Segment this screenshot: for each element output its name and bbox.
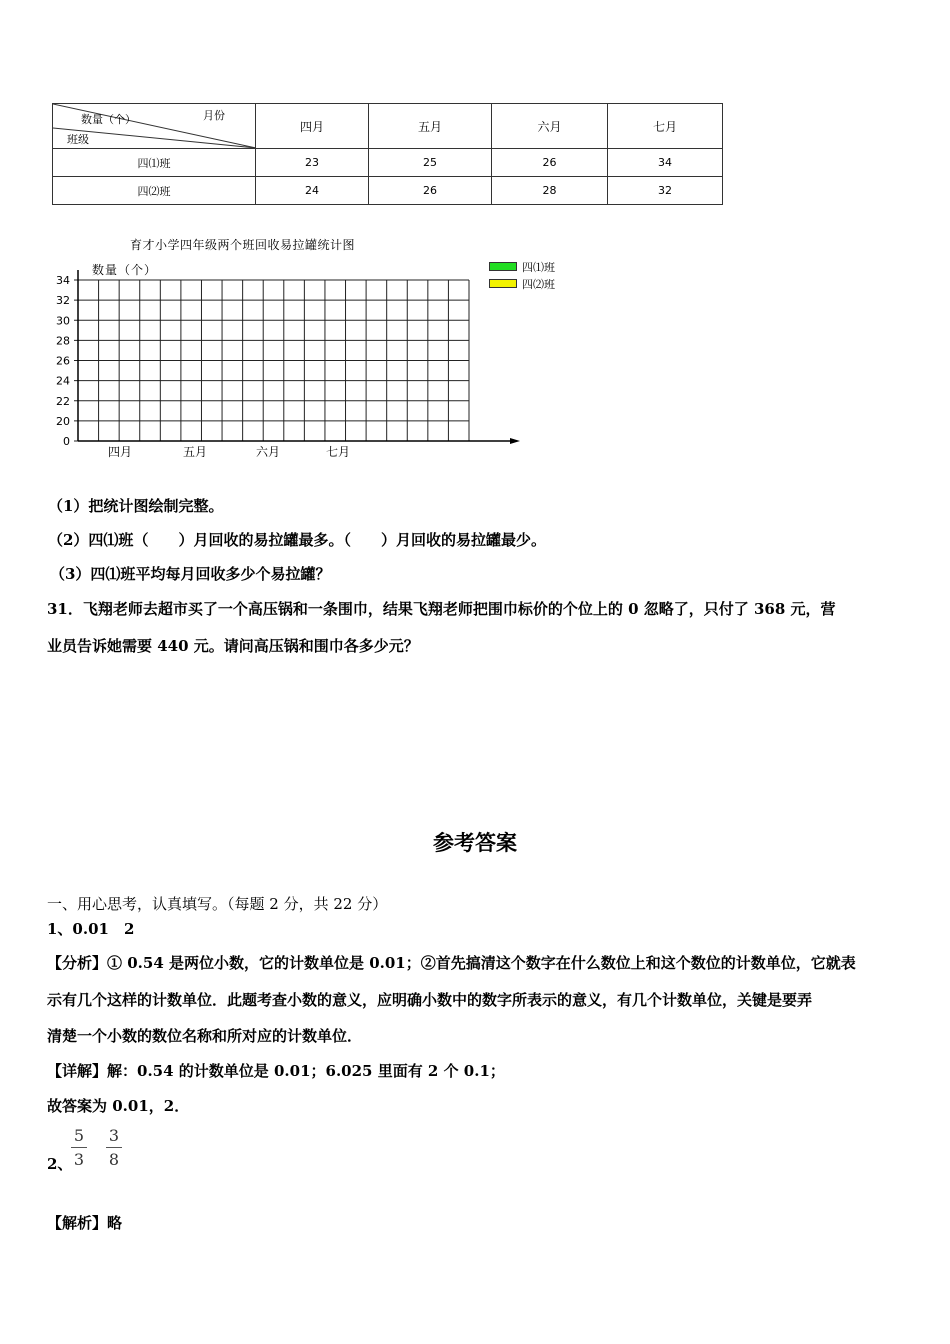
- corner-month-label: 月份: [203, 109, 225, 122]
- answer-2-label: 2、: [47, 1155, 73, 1173]
- legend-label-class1: 四⑴班: [522, 261, 555, 274]
- value-cell: 26: [492, 149, 608, 177]
- value-cell: 32: [608, 177, 723, 205]
- x-category-label: 六月: [255, 445, 281, 459]
- fraction-2-numerator: 3: [108, 1126, 120, 1145]
- corner-quantity-label: 数量（个）: [81, 113, 136, 126]
- class-name-cell: 四⑵班: [53, 177, 256, 205]
- fraction-2-denominator: 8: [108, 1150, 120, 1169]
- answer-1: 1、0.01 2: [47, 920, 135, 938]
- answers-title: 参考答案: [433, 831, 517, 855]
- month-header: 五月: [369, 104, 492, 149]
- value-cell: 23: [256, 149, 369, 177]
- y-tick-label: 20: [56, 414, 70, 428]
- analysis-line-2: 示有几个这样的计数单位．此题考查小数的意义，应明确小数中的数字所表示的意义，有几个计数单位，关键是要弄: [47, 991, 813, 1009]
- analysis-line-1: 【分析】① 0.54 是两位小数，它的计数单位是 0.01；②首先搞清这个数字在什么数位上和这个数位的计数单位，它就表: [47, 954, 856, 972]
- fraction-1-denominator: 3: [73, 1150, 85, 1169]
- x-category-label: 七月: [325, 445, 351, 459]
- question-31-line2: 业员告诉她需要 440 元。请问高压锅和围巾各多少元？: [47, 637, 419, 655]
- legend-label-class2: 四⑵班: [522, 278, 555, 291]
- month-header: 六月: [492, 104, 608, 149]
- month-header: 四月: [256, 104, 369, 149]
- month-header: 七月: [608, 104, 723, 149]
- data-table: [52, 103, 723, 205]
- value-cell: 25: [369, 149, 492, 177]
- detail-line: 【详解】解：0.54 的计数单位是 0.01；6.025 里面有 2 个 0.1；: [47, 1062, 505, 1080]
- y-tick-label: 30: [56, 314, 70, 328]
- question-31-line1: 31．飞翔老师去超市买了一个高压锅和一条围巾，结果飞翔老师把围巾标价的个位上的 0 忽略了，只付了 368 元，营: [47, 600, 836, 618]
- value-cell: 26: [369, 177, 492, 205]
- table-row: [53, 149, 723, 177]
- x-axis-arrow: [510, 438, 520, 444]
- bar-chart-grid: [40, 258, 530, 463]
- y-tick-label: 0: [63, 435, 70, 448]
- class-name-cell: 四⑴班: [53, 149, 256, 177]
- y-tick-label: 22: [56, 394, 70, 408]
- y-tick-label: 26: [56, 354, 70, 368]
- y-tick-label: 24: [56, 374, 70, 388]
- question-1: （1）把统计图绘制完整。: [48, 497, 224, 515]
- x-category-label: 四月: [107, 445, 133, 459]
- fraction-1: [71, 1126, 87, 1169]
- table-row: [53, 177, 723, 205]
- fraction-2: [106, 1126, 122, 1169]
- section-1-heading: 一、用心思考，认真填写。（每题 2 分，共 22 分）: [47, 895, 388, 913]
- chart-title: 育才小学四年级两个班回收易拉罐统计图: [130, 238, 356, 252]
- y-tick-label: 28: [56, 334, 70, 348]
- analysis-line-3: 清楚一个小数的数位名称和所对应的计数单位．: [47, 1027, 363, 1045]
- table-corner-cell: [53, 104, 256, 149]
- y-axis-label: 数量（个）: [92, 263, 158, 277]
- value-cell: 24: [256, 177, 369, 205]
- value-cell: 34: [608, 149, 723, 177]
- question-3: （3）四⑴班平均每月回收多少个易拉罐？: [50, 565, 331, 583]
- corner-class-label: 班级: [67, 133, 89, 146]
- y-tick-label: 34: [56, 274, 70, 287]
- answer-2-analysis: 【解析】略: [47, 1214, 123, 1232]
- value-cell: 28: [492, 177, 608, 205]
- y-tick-label: 32: [56, 294, 70, 308]
- fraction-1-numerator: 5: [73, 1126, 85, 1145]
- conclusion-line: 故答案为 0.01，2．: [47, 1097, 190, 1115]
- question-2: （2）四⑴班（ ）月回收的易拉罐最多。（ ）月回收的易拉罐最少。: [48, 531, 546, 549]
- x-category-label: 五月: [182, 445, 208, 459]
